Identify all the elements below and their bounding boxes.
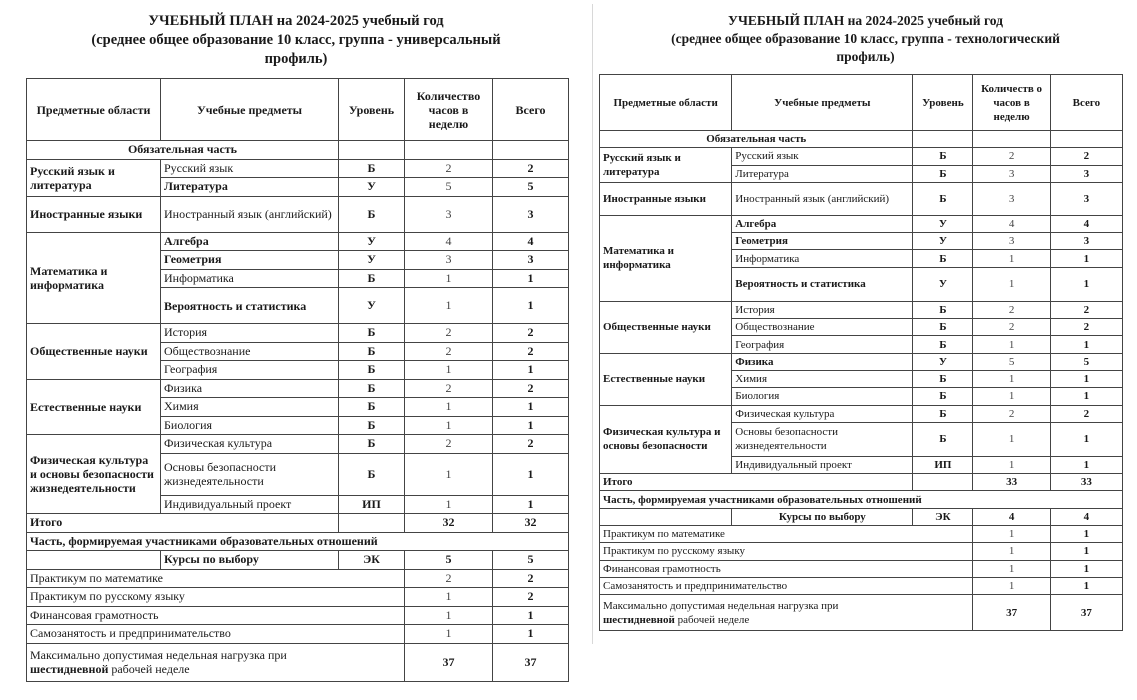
level-cell: У xyxy=(339,178,405,197)
curriculum-table xyxy=(26,78,569,682)
max-load-hours: 37 xyxy=(973,595,1050,631)
subject-cell: Биология xyxy=(161,416,339,435)
level-cell: ИП xyxy=(913,456,973,473)
level-cell: Б xyxy=(339,159,405,178)
hours-cell: 1 xyxy=(405,288,493,324)
total-cell: 2 xyxy=(1050,319,1122,336)
hours-cell: 1 xyxy=(405,398,493,417)
level-cell: Б xyxy=(339,435,405,454)
hours-cell: 5 xyxy=(973,353,1050,370)
level-cell: Б xyxy=(913,336,973,353)
subject-cell: Обществознание xyxy=(161,342,339,361)
max-load-label xyxy=(27,643,405,681)
total-cell: 2 xyxy=(493,159,569,178)
courses-label: Курсы по выбору xyxy=(161,551,339,570)
page-title xyxy=(593,12,1137,66)
total-sum: 33 xyxy=(1050,474,1122,491)
level-cell: Б xyxy=(913,148,973,165)
max-load-label xyxy=(600,595,973,631)
hours-cell: 2 xyxy=(405,569,493,588)
subject-cell: Иностранный язык (английский) xyxy=(732,182,913,215)
subject-cell: Физика xyxy=(161,379,339,398)
level-cell: Б xyxy=(339,196,405,232)
total-hours: 32 xyxy=(405,514,493,533)
level-cell: Б xyxy=(339,361,405,380)
elective-row xyxy=(27,625,569,644)
subject-cell: Обществознание xyxy=(732,319,913,336)
header-total: Всего xyxy=(493,79,569,141)
elective-label: Самозанятость и предпринимательство xyxy=(27,625,405,644)
empty-cell xyxy=(493,141,569,160)
empty-cell xyxy=(339,514,405,533)
hours-cell: 1 xyxy=(973,543,1050,560)
table-row xyxy=(600,405,1123,422)
header-level: Уровень xyxy=(913,75,973,131)
courses-row xyxy=(27,551,569,570)
subject-cell: Основы безопасности жизнедеятельности xyxy=(161,453,339,495)
subject-cell: Геометрия xyxy=(732,233,913,250)
hours-cell: 1 xyxy=(405,416,493,435)
title-line: профиль) xyxy=(264,51,328,67)
hours-cell: 1 xyxy=(405,606,493,625)
max-load-row xyxy=(600,595,1123,631)
empty-cell xyxy=(973,131,1050,148)
subject-cell: Биология xyxy=(732,388,913,405)
total-cell: 1 xyxy=(493,416,569,435)
area-social: Общественные науки xyxy=(27,324,161,380)
subject-cell: Русский язык xyxy=(161,159,339,178)
subject-cell: Индивидуальный проект xyxy=(161,495,339,514)
empty-cell xyxy=(600,508,732,525)
hours-cell: 2 xyxy=(973,319,1050,336)
max-load-text: Максимально допустимая недельная нагрузка при xyxy=(30,648,287,662)
elective-row xyxy=(600,543,1123,560)
level-cell: Б xyxy=(913,301,973,318)
elective-label: Практикум по русскому языку xyxy=(600,543,973,560)
subject-cell: География xyxy=(161,361,339,380)
total-cell: 1 xyxy=(1050,422,1122,456)
table-row xyxy=(27,324,569,343)
total-cell: 1 xyxy=(1050,526,1122,543)
subject-cell: Вероятность и статистика xyxy=(161,288,339,324)
header-area: Предметные области xyxy=(27,79,161,141)
level-cell: Б xyxy=(339,324,405,343)
elective-label: Финансовая грамотность xyxy=(27,606,405,625)
hours-cell: 1 xyxy=(973,388,1050,405)
elective-row xyxy=(27,588,569,607)
subject-cell: Иностранный язык (английский) xyxy=(161,196,339,232)
header-row xyxy=(600,75,1123,131)
level-cell: У xyxy=(339,251,405,270)
section-row xyxy=(600,131,1123,148)
total-cell: 1 xyxy=(493,269,569,288)
subject-cell: Физическая культура xyxy=(732,405,913,422)
elective-row xyxy=(600,526,1123,543)
section-row xyxy=(27,141,569,160)
hours-cell: 4 xyxy=(973,508,1050,525)
section-row xyxy=(600,491,1123,508)
level-cell: У xyxy=(913,215,973,232)
hours-cell: 4 xyxy=(973,215,1050,232)
elective-label: Практикум по математике xyxy=(27,569,405,588)
area-physical: Физическая культура и основы безопасности жизнедеятельности xyxy=(27,435,161,514)
hours-cell: 3 xyxy=(405,251,493,270)
subject-cell: Литература xyxy=(732,165,913,182)
max-load-row xyxy=(27,643,569,681)
total-cell: 4 xyxy=(1050,215,1122,232)
hours-cell: 1 xyxy=(405,269,493,288)
subject-cell: Физическая культура xyxy=(161,435,339,454)
level-cell: У xyxy=(339,232,405,251)
empty-cell xyxy=(913,474,973,491)
total-cell: 1 xyxy=(493,606,569,625)
level-cell: У xyxy=(913,233,973,250)
total-cell: 2 xyxy=(493,379,569,398)
total-sum: 32 xyxy=(493,514,569,533)
empty-cell xyxy=(27,551,161,570)
level-cell: Б xyxy=(913,422,973,456)
max-load-hours: 37 xyxy=(405,643,493,681)
elective-label: Самозанятость и предпринимательство xyxy=(600,577,973,594)
table-row xyxy=(600,148,1123,165)
subject-cell: Литература xyxy=(161,178,339,197)
max-load-emphasis: шестидневной xyxy=(603,613,675,626)
max-load-text: Максимально допустимая недельная нагрузка при xyxy=(603,599,839,612)
subject-cell: Индивидуальный проект xyxy=(732,456,913,473)
level-cell: Б xyxy=(339,416,405,435)
empty-cell xyxy=(339,141,405,160)
level-cell: Б xyxy=(339,379,405,398)
hours-cell: 3 xyxy=(405,196,493,232)
hours-cell: 2 xyxy=(973,301,1050,318)
elective-label: Практикум по математике xyxy=(600,526,973,543)
subject-cell: Информатика xyxy=(732,250,913,267)
hours-cell: 4 xyxy=(405,232,493,251)
hours-cell: 1 xyxy=(973,370,1050,387)
table-row xyxy=(600,353,1123,370)
empty-cell xyxy=(913,131,973,148)
subject-cell: Основы безопасности жизнедеятельности xyxy=(732,422,913,456)
total-cell: 1 xyxy=(493,495,569,514)
total-cell: 2 xyxy=(493,342,569,361)
title-line: (среднее общее образование 10 класс, группа - универсальный xyxy=(91,32,501,48)
total-label: Итого xyxy=(27,514,339,533)
total-cell: 1 xyxy=(493,398,569,417)
area-russian: Русский язык и литература xyxy=(27,159,161,196)
header-row xyxy=(27,79,569,141)
subject-cell: Химия xyxy=(161,398,339,417)
hours-cell: 2 xyxy=(405,324,493,343)
level-cell: Б xyxy=(913,405,973,422)
total-cell: 2 xyxy=(1050,301,1122,318)
hours-cell: 1 xyxy=(405,625,493,644)
table-row xyxy=(600,182,1123,215)
total-cell: 2 xyxy=(493,588,569,607)
subject-cell: История xyxy=(732,301,913,318)
level-cell: Б xyxy=(339,342,405,361)
elective-row xyxy=(600,560,1123,577)
level-cell: Б xyxy=(913,370,973,387)
total-cell: 3 xyxy=(493,251,569,270)
total-cell: 1 xyxy=(1050,456,1122,473)
hours-cell: 1 xyxy=(973,456,1050,473)
total-cell: 5 xyxy=(493,551,569,570)
hours-cell: 1 xyxy=(973,250,1050,267)
hours-cell: 1 xyxy=(405,495,493,514)
hours-cell: 3 xyxy=(973,182,1050,215)
hours-cell: 3 xyxy=(973,233,1050,250)
total-cell: 1 xyxy=(1050,370,1122,387)
courses-row xyxy=(600,508,1123,525)
elective-label: Финансовая грамотность xyxy=(600,560,973,577)
level-cell: Б xyxy=(913,182,973,215)
section-row xyxy=(27,532,569,551)
total-cell: 2 xyxy=(1050,405,1122,422)
total-cell: 5 xyxy=(493,178,569,197)
hours-cell: 1 xyxy=(973,526,1050,543)
subject-cell: Алгебра xyxy=(732,215,913,232)
level-cell: ИП xyxy=(339,495,405,514)
subject-cell: Русский язык xyxy=(732,148,913,165)
total-cell: 1 xyxy=(1050,543,1122,560)
curriculum-page-universal xyxy=(22,4,570,698)
total-cell: 5 xyxy=(1050,353,1122,370)
header-hours: Количество часов в неделю xyxy=(405,79,493,141)
level-cell: Б xyxy=(913,388,973,405)
total-cell: 2 xyxy=(1050,148,1122,165)
level-cell: У xyxy=(913,267,973,301)
total-cell: 2 xyxy=(493,569,569,588)
area-physical: Физическая культура и основы безопасности xyxy=(600,405,732,474)
elective-row xyxy=(27,606,569,625)
total-cell: 1 xyxy=(1050,560,1122,577)
level-cell: ЭК xyxy=(339,551,405,570)
hours-cell: 1 xyxy=(973,422,1050,456)
total-cell: 1 xyxy=(1050,577,1122,594)
area-foreign: Иностранные языки xyxy=(600,182,732,215)
curriculum-table xyxy=(599,74,1123,631)
total-cell: 1 xyxy=(1050,250,1122,267)
empty-cell xyxy=(1050,131,1122,148)
subject-cell: Информатика xyxy=(161,269,339,288)
total-cell: 1 xyxy=(493,453,569,495)
hours-cell: 1 xyxy=(405,588,493,607)
hours-cell: 1 xyxy=(973,336,1050,353)
max-load-emphasis: шестидневной xyxy=(30,662,109,676)
header-hours: Количеств о часов в неделю xyxy=(973,75,1050,131)
hours-cell: 1 xyxy=(405,453,493,495)
title-line: УЧЕБНЫЙ ПЛАН на 2024-2025 учебный год xyxy=(148,13,444,29)
table-row xyxy=(27,379,569,398)
max-load-total: 37 xyxy=(1050,595,1122,631)
subject-cell: Физика xyxy=(732,353,913,370)
level-cell: Б xyxy=(913,319,973,336)
hours-cell: 2 xyxy=(405,379,493,398)
title-line: профиль) xyxy=(836,49,895,64)
header-subject: Учебные предметы xyxy=(161,79,339,141)
area-math: Математика и информатика xyxy=(27,232,161,324)
total-cell: 1 xyxy=(1050,336,1122,353)
level-cell: ЭК xyxy=(913,508,973,525)
subject-cell: Геометрия xyxy=(161,251,339,270)
area-natural: Естественные науки xyxy=(600,353,732,405)
subject-cell: Химия xyxy=(732,370,913,387)
empty-cell xyxy=(405,141,493,160)
elective-label: Практикум по русскому языку xyxy=(27,588,405,607)
table-row xyxy=(27,159,569,178)
hours-cell: 2 xyxy=(405,435,493,454)
hours-cell: 2 xyxy=(405,159,493,178)
hours-cell: 5 xyxy=(405,178,493,197)
max-load-text: рабочей неделе xyxy=(111,662,190,676)
max-load-text: рабочей неделе xyxy=(677,613,750,626)
total-cell: 1 xyxy=(1050,388,1122,405)
hours-cell: 2 xyxy=(405,342,493,361)
hours-cell: 1 xyxy=(405,361,493,380)
hours-cell: 2 xyxy=(973,405,1050,422)
title-line: (среднее общее образование 10 класс, группа - технологический xyxy=(671,31,1060,46)
subject-cell: Вероятность и статистика xyxy=(732,267,913,301)
total-cell: 1 xyxy=(493,361,569,380)
level-cell: У xyxy=(339,288,405,324)
section-mandatory: Обязательная часть xyxy=(600,131,913,148)
hours-cell: 5 xyxy=(405,551,493,570)
header-level: Уровень xyxy=(339,79,405,141)
total-hours: 33 xyxy=(973,474,1050,491)
total-cell: 1 xyxy=(493,288,569,324)
max-load-total: 37 xyxy=(493,643,569,681)
total-cell: 2 xyxy=(493,324,569,343)
title-line: УЧЕБНЫЙ ПЛАН на 2024-2025 учебный год xyxy=(728,13,1003,28)
total-row xyxy=(600,474,1123,491)
subject-cell: География xyxy=(732,336,913,353)
total-cell: 1 xyxy=(493,625,569,644)
table-row xyxy=(600,215,1123,232)
section-mandatory: Обязательная часть xyxy=(27,141,339,160)
total-cell: 3 xyxy=(1050,165,1122,182)
elective-row xyxy=(600,577,1123,594)
total-row xyxy=(27,514,569,533)
table-row xyxy=(600,301,1123,318)
total-cell: 3 xyxy=(493,196,569,232)
area-foreign: Иностранные языки xyxy=(27,196,161,232)
level-cell: Б xyxy=(339,269,405,288)
area-natural: Естественные науки xyxy=(27,379,161,435)
hours-cell: 3 xyxy=(973,165,1050,182)
hours-cell: 1 xyxy=(973,560,1050,577)
area-social: Общественные науки xyxy=(600,301,732,353)
total-cell: 2 xyxy=(493,435,569,454)
level-cell: Б xyxy=(913,250,973,267)
hours-cell: 1 xyxy=(973,267,1050,301)
total-cell: 1 xyxy=(1050,267,1122,301)
hours-cell: 1 xyxy=(973,577,1050,594)
hours-cell: 2 xyxy=(973,148,1050,165)
area-russian: Русский язык и литература xyxy=(600,148,732,183)
header-total: Всего xyxy=(1050,75,1122,131)
courses-label: Курсы по выбору xyxy=(732,508,913,525)
total-cell: 3 xyxy=(1050,233,1122,250)
subject-cell: История xyxy=(161,324,339,343)
subject-cell: Алгебра xyxy=(161,232,339,251)
level-cell: Б xyxy=(913,165,973,182)
curriculum-page-technological xyxy=(592,4,1137,644)
level-cell: Б xyxy=(339,398,405,417)
area-math: Математика и информатика xyxy=(600,215,732,301)
table-row xyxy=(27,196,569,232)
level-cell: У xyxy=(913,353,973,370)
total-cell: 4 xyxy=(493,232,569,251)
level-cell: Б xyxy=(339,453,405,495)
section-part2: Часть, формируемая участниками образовательных отношений xyxy=(600,491,1123,508)
header-area: Предметные области xyxy=(600,75,732,131)
total-cell: 4 xyxy=(1050,508,1122,525)
table-row xyxy=(27,232,569,251)
table-row xyxy=(27,435,569,454)
section-part2: Часть, формируемая участниками образовательных отношений xyxy=(27,532,569,551)
total-label: Итого xyxy=(600,474,913,491)
total-cell: 3 xyxy=(1050,182,1122,215)
page-title xyxy=(22,12,570,69)
elective-row xyxy=(27,569,569,588)
header-subject: Учебные предметы xyxy=(732,75,913,131)
